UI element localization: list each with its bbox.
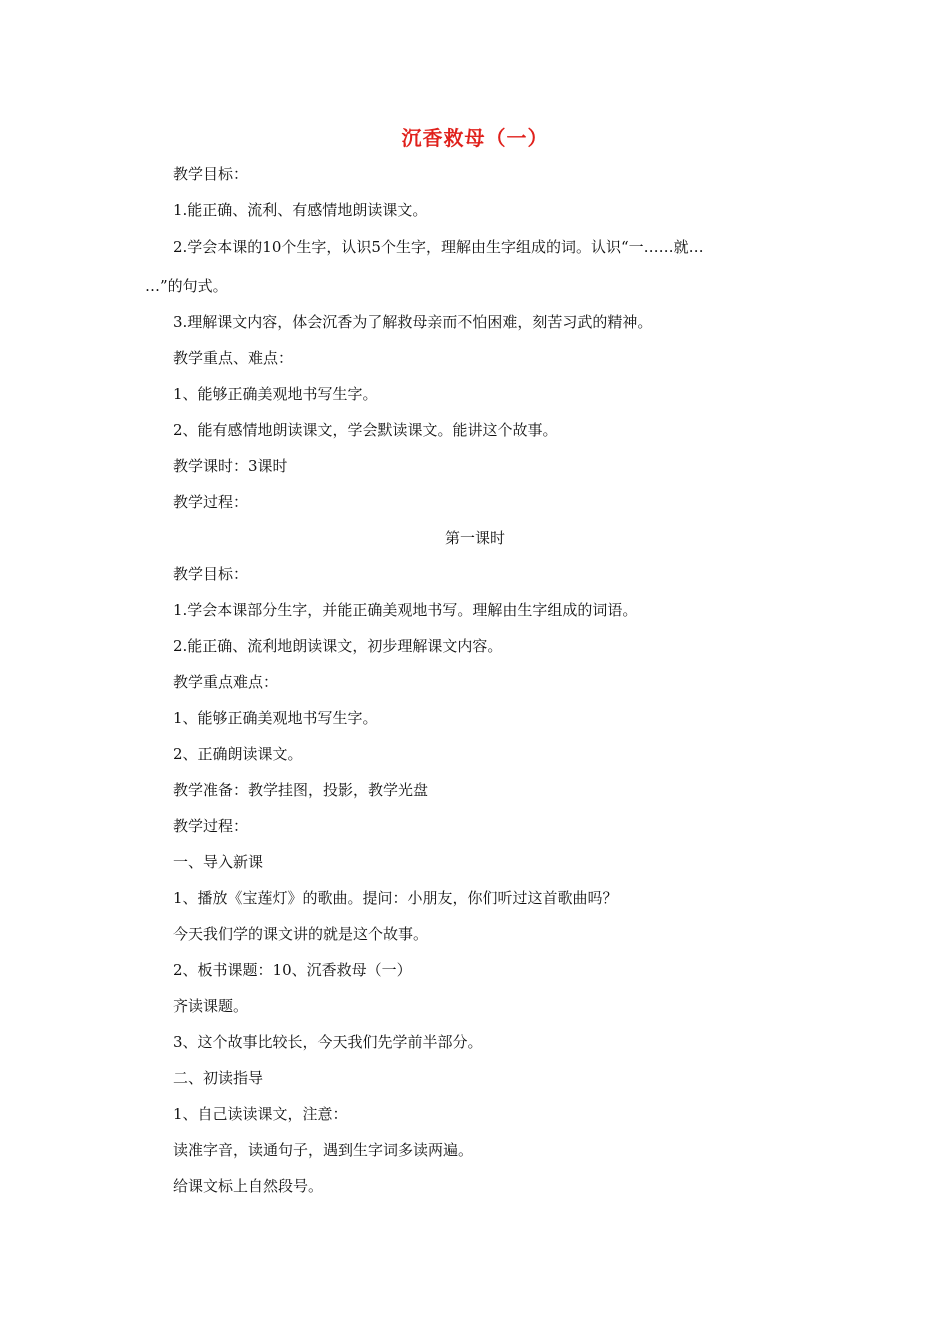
text-line: 2.能正确、流利地朗读课文，初步理解课文内容。: [173, 637, 503, 655]
text-line: 教学过程：: [173, 493, 249, 511]
text-line: 2、板书课题：10、沉香救母（一）: [173, 961, 412, 979]
text-line: 教学目标：: [173, 565, 249, 583]
text-line: 齐读课题。: [173, 997, 249, 1015]
text-line: 2、正确朗读课文。: [173, 745, 303, 763]
text-line: 教学过程：: [173, 817, 249, 835]
text-line: 一、导入新课: [173, 853, 264, 871]
text-line: 教学重点难点：: [173, 673, 279, 691]
text-line: 读准字音，读通句子，遇到生字词多读两遍。: [173, 1141, 474, 1159]
text-line: 给课文标上自然段号。: [173, 1177, 324, 1195]
text-line: 1、能够正确美观地书写生字。: [173, 385, 378, 403]
text-line: 教学重点、难点：: [173, 349, 294, 367]
text-line: 2、能有感情地朗读课文，学会默读课文。能讲这个故事。: [173, 421, 558, 439]
document-title: 沉香救母（一）: [401, 126, 549, 150]
text-line: 3.理解课文内容，体会沉香为了解救母亲而不怕困难，刻苦习武的精神。: [173, 313, 653, 331]
text-line: 1.能正确、流利、有感情地朗读课文。: [173, 201, 428, 219]
text-line: …”的句式。: [145, 277, 228, 295]
text-line: 教学课时：3课时: [173, 457, 288, 475]
text-line: 教学目标：: [173, 165, 249, 183]
text-line: 1、自己读读课文，注意：: [173, 1105, 348, 1123]
text-line: 3、这个故事比较长，今天我们先学前半部分。: [173, 1033, 483, 1051]
text-line: 二、初读指导: [173, 1069, 264, 1087]
text-line: 1、能够正确美观地书写生字。: [173, 709, 378, 727]
text-line: 1.学会本课部分生字，并能正确美观地书写。理解由生字组成的词语。: [173, 601, 638, 619]
section-heading: 第一课时: [444, 529, 505, 547]
text-line: 1、播放《宝莲灯》的歌曲。提问：小朋友，你们听过这首歌曲吗？: [173, 889, 618, 907]
text-line: 今天我们学的课文讲的就是这个故事。: [173, 925, 429, 943]
text-line: 教学准备：教学挂图，投影，教学光盘: [173, 781, 429, 799]
text-line: 2.学会本课的10个生字，认识5个生字，理解由生字组成的词。认识“一……就…: [173, 238, 704, 256]
